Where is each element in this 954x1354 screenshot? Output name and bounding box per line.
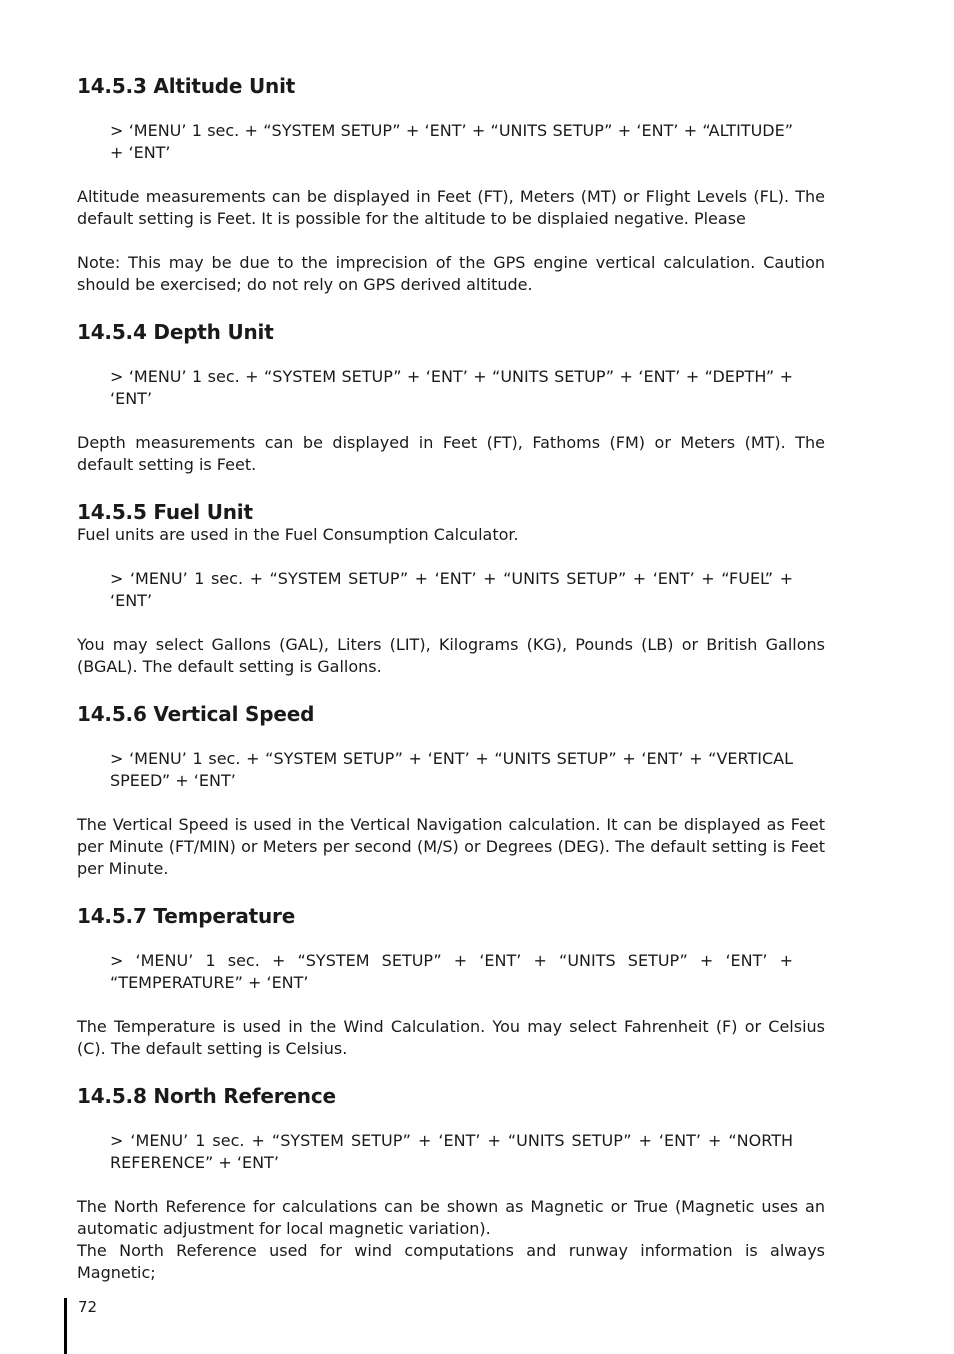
section-heading: 14.5.8 North Reference — [77, 1084, 336, 1108]
menu-command-path: > ‘MENU’ 1 sec. + “SYSTEM SETUP” + ‘ENT’ + “UNITS SETUP” + ‘ENT’ + “DEPTH” + ‘ENT’ — [110, 367, 793, 408]
body-paragraph: The Temperature is used in the Wind Calculation. You may select Fahrenheit (F) or Celsius (C). The default setting is Celsius. — [77, 1017, 825, 1058]
body-paragraph: Altitude measurements can be displayed in Feet (FT), Meters (MT) or Flight Levels (FL). The default setting is Feet. It is possible for the altitude to be displaied negative. Please — [77, 187, 825, 228]
section-vertical-speed — [77, 702, 825, 880]
menu-command-path: > ‘MENU’ 1 sec. + “SYSTEM SETUP” + ‘ENT’ + “UNITS SETUP” + ‘ENT’ + “VERTICAL SPEED” + ‘ENT’ — [110, 749, 793, 790]
section-north-reference — [77, 1084, 825, 1284]
menu-command-path: > ‘MENU’ 1 sec. + “SYSTEM SETUP” + ‘ENT’ + “UNITS SETUP” + ‘ENT’ + “ALTITUDE” + ‘ENT’ — [110, 121, 793, 162]
menu-command-path: > ‘MENU’ 1 sec. + “SYSTEM SETUP” + ‘ENT’ + “UNITS SETUP” + ‘ENT’ + “NORTH REFERENCE” + ‘ENT’ — [110, 1131, 793, 1172]
body-paragraph: Depth measurements can be displayed in Feet (FT), Fathoms (FM) or Meters (MT). The default setting is Feet. — [77, 433, 825, 474]
section-fuel-unit — [77, 500, 825, 678]
body-paragraph: The North Reference for calculations can be shown as Magnetic or True (Magnetic uses an automatic adjustment for local magnetic variation). — [77, 1197, 825, 1238]
section-intro: Fuel units are used in the Fuel Consumption Calculator. — [77, 525, 519, 544]
section-altitude-unit — [77, 74, 825, 296]
page-number: 72 — [78, 1298, 98, 1316]
section-heading: 14.5.7 Temperature — [77, 904, 296, 928]
body-paragraph: The North Reference used for wind computations and runway information is always Magnetic; — [77, 1241, 825, 1282]
footer-rule — [64, 1298, 67, 1354]
body-paragraph: You may select Gallons (GAL), Liters (LIT), Kilograms (KG), Pounds (LB) or British Gallons (BGAL). The default setting is Gallons. — [77, 635, 825, 676]
section-temperature — [77, 904, 825, 1060]
section-heading: 14.5.5 Fuel Unit — [77, 500, 253, 524]
menu-command-path: > ‘MENU’ 1 sec. + “SYSTEM SETUP” + ‘ENT’ + “UNITS SETUP” + ‘ENT’ + “TEMPERATURE” + ‘ENT’ — [110, 951, 793, 992]
body-paragraph: Note: This may be due to the imprecision of the GPS engine vertical calculation. Caution should be exercised; do not rely on GPS derived altitude. — [77, 253, 825, 294]
section-heading: 14.5.6 Vertical Speed — [77, 702, 315, 726]
section-heading: 14.5.3 Altitude Unit — [77, 74, 296, 98]
body-paragraph: The Vertical Speed is used in the Vertical Navigation calculation. It can be displayed as Feet per Minute (FT/MIN) or Meters per second (M/S) or Degrees (DEG). The default setting is Feet per Minute. — [77, 815, 825, 878]
section-heading: 14.5.4 Depth Unit — [77, 320, 274, 344]
section-depth-unit — [77, 320, 825, 476]
menu-command-path: > ‘MENU’ 1 sec. + “SYSTEM SETUP” + ‘ENT’ + “UNITS SETUP” + ‘ENT’ + “FUEL” + ‘ENT’ — [110, 569, 793, 610]
